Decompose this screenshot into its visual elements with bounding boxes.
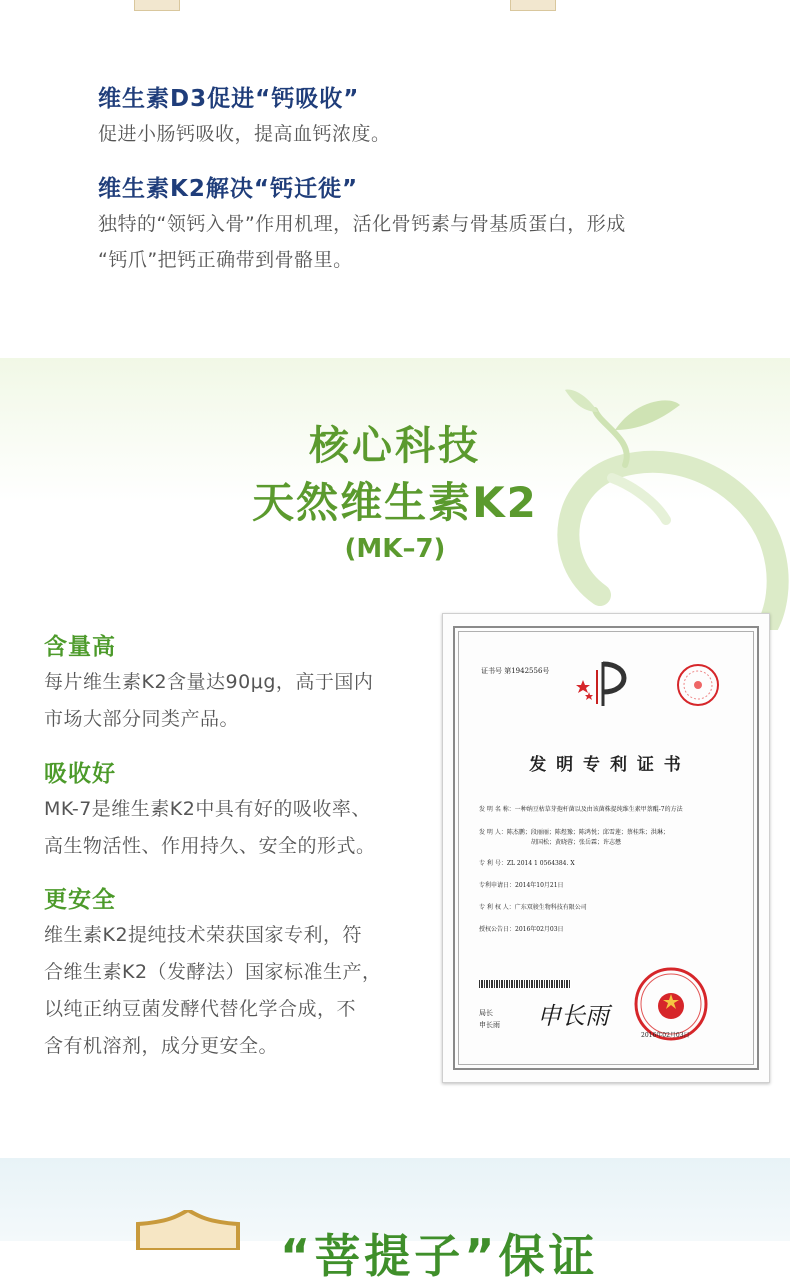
patent-owner: 专 利 权 人：广东双骏生物科技有限公司: [479, 904, 587, 911]
guarantee-heading: “菩提子”保证: [280, 1229, 599, 1283]
certificate-title: 发 明 专 利 证 书: [529, 755, 683, 775]
d3-heading: 维生素D3促进“钙吸收”: [98, 86, 360, 112]
core-tech-title: 核心科技: [309, 423, 481, 469]
guarantee-section: [0, 1158, 790, 1283]
patent-number: 专 利 号：ZL 2014 1 0564384. X: [479, 860, 575, 867]
k2-heading: 维生素K2解决“钙迁徙”: [98, 176, 359, 202]
feature-text: 以纯正纳豆菌发酵代替化学合成，不: [44, 998, 357, 1020]
barcode: [479, 980, 571, 988]
feature-text: 合维生素K2（发酵法）国家标准生产，: [44, 961, 382, 983]
office-seal-icon: [675, 662, 721, 708]
feature-text: 含有机溶剂，成分更安全。: [44, 1035, 279, 1057]
shield-badge-icon: [128, 1210, 248, 1250]
feature-heading-safety: 更安全: [44, 887, 116, 913]
k2-description-line1: 独特的“领钙入骨”作用机理，活化骨钙素与骨基质蛋白，形成: [98, 213, 626, 235]
grant-date: 授权公告日：2016年02月03日: [479, 926, 564, 933]
feature-heading-absorption: 吸收好: [44, 761, 116, 787]
feature-text: 维生素K2提纯技术荣获国家专利，符: [44, 924, 363, 946]
seal-date: 2016年02月03日: [641, 1032, 690, 1039]
feature-text: 市场大部分同类产品。: [44, 708, 240, 730]
inventors-line2: 胡国松；黄晓蓉；张岳霖；许志懋: [531, 839, 622, 846]
feature-text: 高生物活性、作用持久、安全的形式。: [44, 835, 376, 857]
feature-text: MK-7是维生素K2中具有好的吸收率、: [44, 798, 371, 820]
director-title: 局长: [479, 1009, 493, 1017]
feature-heading-high-content: 含量高: [44, 634, 116, 660]
director-signature: 申长雨: [537, 1002, 609, 1030]
natural-k2-title: 天然维生素K2: [252, 478, 538, 527]
d3-description: 促进小肠钙吸收，提高血钙浓度。: [98, 123, 391, 145]
patent-certificate: [442, 613, 770, 1083]
feature-text: 每片维生素K2含量达90μg，高于国内: [44, 671, 374, 693]
invention-name: 发 明 名 称：一种纳豆枯草芽孢杆菌以及由该菌株提纯维生素甲萘醌-7的方法: [479, 806, 683, 813]
director-name: 申长雨: [479, 1021, 500, 1029]
filing-date: 专利申请日：2014年10月21日: [479, 882, 564, 889]
patent-office-logo-icon: [573, 658, 637, 710]
decorative-tab: [134, 0, 180, 11]
k2-description-line2: “钙爪”把钙正确带到骨骼里。: [98, 249, 353, 271]
certificate-number: 证书号 第1942556号: [481, 667, 550, 675]
vitamin-info-section: [0, 0, 790, 358]
mk7-subtitle: (MK–7): [344, 534, 446, 564]
inventors-line1: 发 明 人：陈杰鹏；段丽丽；陈煜豫；陈鸿悦；邱雪莲；蔡桂珠；洪琳；: [479, 829, 669, 836]
decorative-tab: [510, 0, 556, 11]
